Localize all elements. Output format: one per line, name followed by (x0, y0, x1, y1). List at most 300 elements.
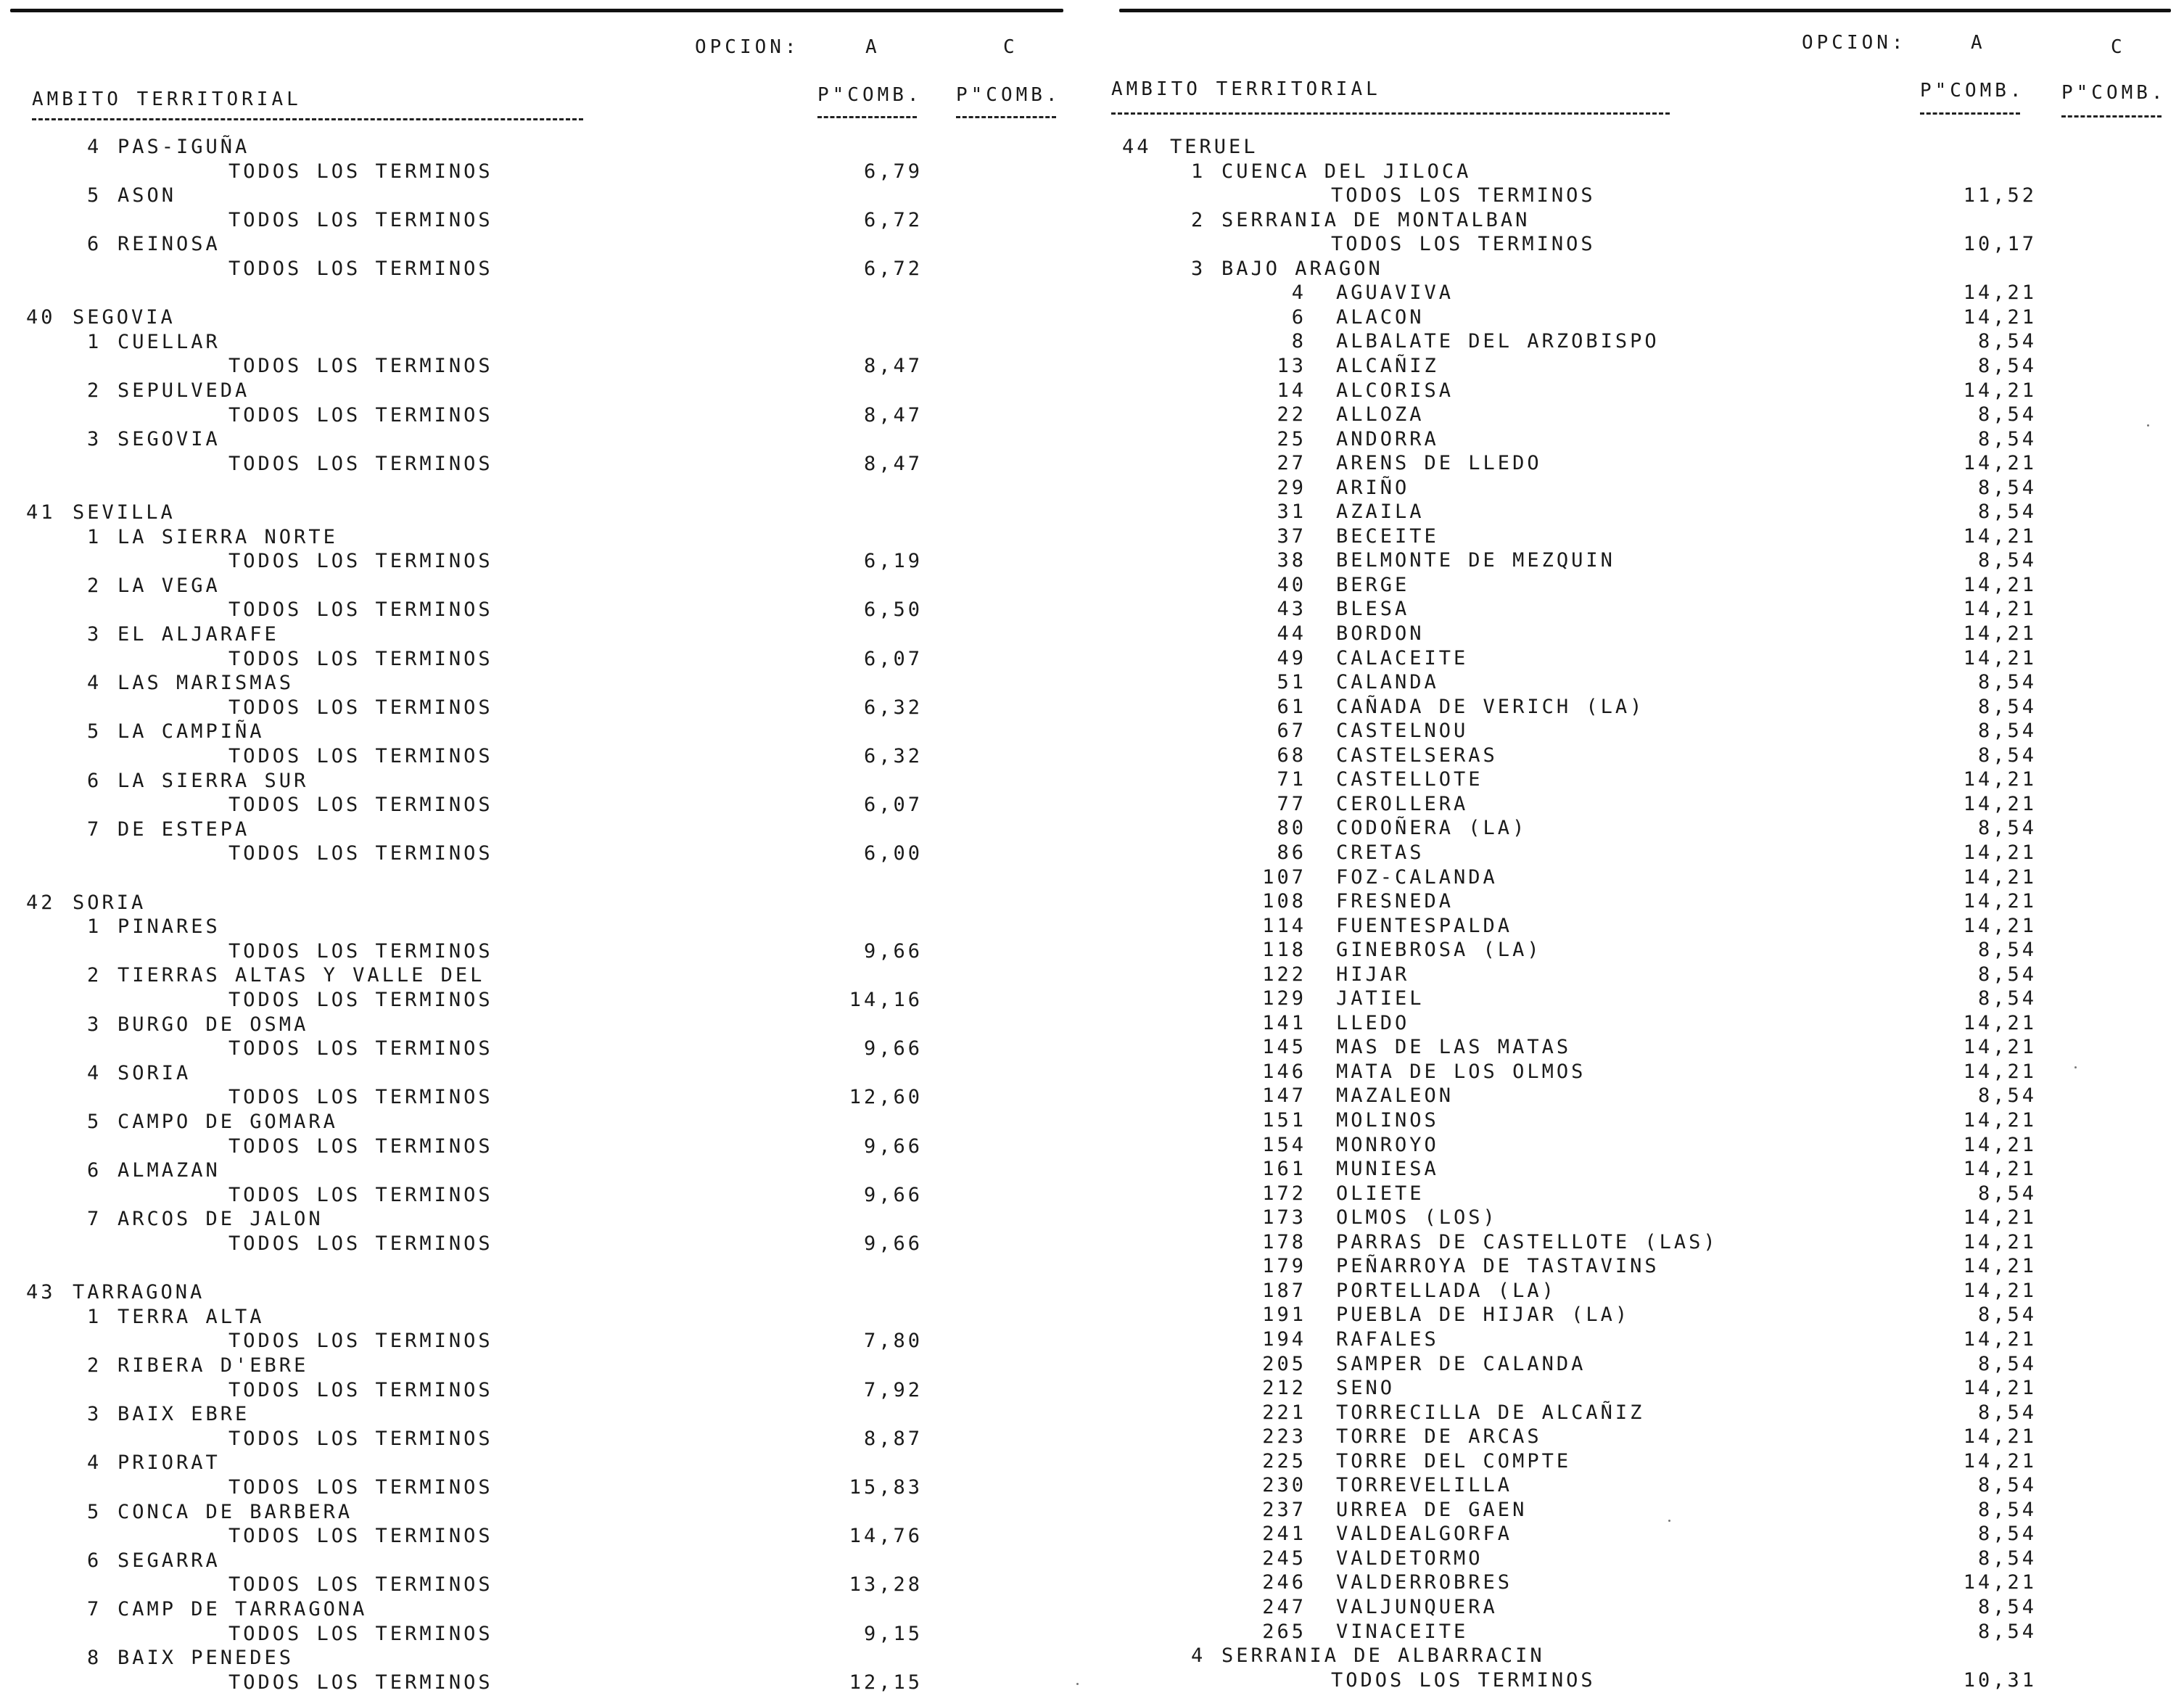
municipality-name: TORRE DE ARCAS (1336, 1425, 1542, 1449)
value-option-a: 6,72 (863, 208, 923, 231)
comarca-code: 1 (87, 525, 102, 548)
province-code: 40 (26, 306, 56, 329)
all-terms-label: TODOS LOS TERMINOS (228, 1183, 493, 1206)
municipality-name: ALBALATE DEL ARZOBISPO (1336, 330, 1660, 353)
municipality-code: 221 (1262, 1401, 1306, 1424)
municipality-code: 29 (1277, 476, 1306, 499)
comarca-name: LA CAMPIÑA (118, 720, 265, 744)
value-option-a: 8,54 (1977, 1401, 2037, 1424)
value-option-a: 14,21 (1963, 1571, 2037, 1594)
all-terms-label: TODOS LOS TERMINOS (228, 647, 493, 670)
municipality-name: ALCORISA (1336, 379, 1454, 402)
value-option-a: 14,21 (1963, 841, 2037, 864)
comarca-code: 3 (87, 1403, 102, 1426)
value-option-a: 6,07 (863, 794, 923, 817)
value-option-a: 8,54 (1977, 501, 2037, 524)
comarca-name: BURGO DE OSMA (118, 1013, 309, 1036)
comarca-name: PINARES (118, 915, 221, 939)
value-option-a: 8,54 (1977, 987, 2037, 1010)
municipality-code: 237 (1262, 1498, 1306, 1521)
municipality-code: 68 (1277, 744, 1306, 767)
municipality-name: PARRAS DE CASTELLOTE (LAS) (1336, 1230, 1718, 1253)
municipality-name: RAFALES (1336, 1327, 1439, 1351)
municipality-code: 31 (1277, 501, 1306, 524)
municipality-code: 230 (1262, 1474, 1306, 1497)
municipality-name: PORTELLADA (LA) (1336, 1279, 1557, 1302)
municipality-code: 51 (1277, 671, 1306, 694)
municipality-name: LLEDO (1336, 1011, 1410, 1034)
comarca-code: 4 (87, 1061, 102, 1084)
comarca-code: 7 (87, 1598, 102, 1620)
municipality-name: CAÑADA DE VERICH (LA) (1336, 695, 1645, 718)
municipality-name: ALCAÑIZ (1336, 354, 1439, 377)
comarca-name: CAMP DE TARRAGONA (118, 1598, 368, 1620)
municipality-code: 118 (1262, 939, 1306, 962)
comarca-code: 5 (87, 720, 102, 744)
municipality-name: MOLINOS (1336, 1109, 1439, 1132)
comarca-code: 7 (87, 817, 102, 841)
value-option-a: 8,54 (1977, 1523, 2037, 1546)
comarca-code: 6 (87, 1549, 102, 1572)
value-option-a: 9,66 (863, 939, 923, 963)
province-name: SORIA (73, 891, 147, 914)
municipality-name: ALLOZA (1336, 403, 1425, 427)
all-terms-label: TODOS LOS TERMINOS (228, 939, 493, 963)
value-option-a: 12,15 (849, 1671, 923, 1694)
municipality-name: MONROYO (1336, 1133, 1439, 1156)
col-a-underline (817, 116, 917, 118)
comarca-name: LAS MARISMAS (118, 672, 294, 695)
comarca-code: 3 (87, 428, 102, 451)
province-name: TERUEL (1170, 136, 1258, 158)
comarca-code: 1 (87, 1305, 102, 1328)
municipality-code: 122 (1262, 963, 1306, 986)
municipality-code: 179 (1262, 1255, 1306, 1278)
col-a-header: P"COMB. (817, 84, 923, 106)
municipality-code: 145 (1262, 1036, 1306, 1059)
municipality-code: 6 (1291, 305, 1306, 329)
value-option-a: 8,47 (863, 452, 923, 475)
value-option-a: 9,66 (863, 1183, 923, 1206)
municipality-code: 114 (1262, 914, 1306, 937)
municipality-name: PEÑARROYA DE TASTAVINS (1336, 1255, 1660, 1278)
municipality-code: 191 (1262, 1303, 1306, 1327)
comarca-name: LA VEGA (118, 574, 221, 597)
municipality-name: CASTELNOU (1336, 720, 1469, 743)
municipality-code: 223 (1262, 1425, 1306, 1449)
comarca-name: SERRANIA DE MONTALBAN (1221, 208, 1530, 231)
value-option-a: 6,79 (863, 160, 923, 183)
ambito-underline (1111, 112, 1670, 115)
value-option-a: 8,54 (1977, 939, 2037, 962)
municipality-code: 173 (1262, 1206, 1306, 1230)
all-terms-label: TODOS LOS TERMINOS (228, 1622, 493, 1645)
municipality-code: 43 (1277, 598, 1306, 621)
all-terms-label: TODOS LOS TERMINOS (228, 1378, 493, 1401)
municipality-code: 146 (1262, 1060, 1306, 1083)
comarca-name: BAIX PENEDES (118, 1647, 294, 1670)
value-option-a: 10,17 (1963, 233, 2037, 256)
comarca-name: BAIX EBRE (118, 1403, 250, 1426)
value-option-a: 6,32 (863, 745, 923, 767)
municipality-code: 8 (1291, 330, 1306, 353)
municipality-code: 37 (1277, 524, 1306, 548)
value-option-a: 9,66 (863, 1037, 923, 1060)
all-terms-label: TODOS LOS TERMINOS (228, 1476, 493, 1499)
municipality-code: 27 (1277, 452, 1306, 475)
value-option-a: 8,54 (1977, 354, 2037, 377)
province-code: 41 (26, 501, 56, 524)
value-option-a: 6,19 (863, 550, 923, 573)
value-option-a: 14,21 (1963, 1279, 2037, 1302)
value-option-a: 8,54 (1977, 1352, 2037, 1375)
value-option-a: 8,54 (1977, 427, 2037, 450)
comarca-name: ASON (118, 184, 177, 207)
value-option-a: 8,54 (1977, 403, 2037, 427)
value-option-a: 14,21 (1963, 281, 2037, 305)
top-rule (10, 9, 1063, 12)
comarca-code: 6 (87, 769, 102, 792)
municipality-code: 77 (1277, 792, 1306, 815)
municipality-code: 246 (1262, 1571, 1306, 1594)
municipality-name: VALJUNQUERA (1336, 1596, 1498, 1618)
option-c-label: C (1003, 36, 1018, 58)
value-option-a: 14,21 (1963, 1133, 2037, 1156)
municipality-name: FUENTESPALDA (1336, 914, 1513, 937)
comarca-code: 5 (87, 1500, 102, 1523)
comarca-name: CUENCA DEL JILOCA (1221, 160, 1472, 183)
all-terms-label: TODOS LOS TERMINOS (1331, 233, 1596, 256)
all-terms-label: TODOS LOS TERMINOS (228, 452, 493, 475)
municipality-name: CODOÑERA (LA) (1336, 817, 1528, 840)
municipality-code: 178 (1262, 1230, 1306, 1253)
municipality-code: 49 (1277, 646, 1306, 670)
municipality-code: 38 (1277, 549, 1306, 572)
value-option-a: 6,32 (863, 696, 923, 719)
municipality-code: 241 (1262, 1523, 1306, 1546)
scan-speck (2074, 1066, 2077, 1068)
comarca-name: REINOSA (118, 233, 221, 256)
value-option-a: 8,47 (863, 403, 923, 427)
all-terms-label: TODOS LOS TERMINOS (228, 842, 493, 865)
municipality-name: URREA DE GAEN (1336, 1498, 1528, 1521)
all-terms-label: TODOS LOS TERMINOS (228, 1573, 493, 1597)
col-a-underline (1920, 112, 2020, 115)
all-terms-label: TODOS LOS TERMINOS (228, 989, 493, 1011)
value-option-a: 14,21 (1963, 305, 2037, 329)
value-option-a: 15,83 (849, 1476, 923, 1499)
comarca-name: ALMAZAN (118, 1159, 221, 1182)
value-option-a: 14,21 (1963, 792, 2037, 815)
municipality-name: SENO (1336, 1377, 1396, 1400)
comarca-code: 4 (87, 1451, 102, 1475)
value-option-a: 14,21 (1963, 524, 2037, 548)
all-terms-label: TODOS LOS TERMINOS (228, 160, 493, 183)
all-terms-label: TODOS LOS TERMINOS (228, 745, 493, 767)
left-page (0, 0, 1088, 1701)
all-terms-label: TODOS LOS TERMINOS (228, 550, 493, 573)
opcion-label: OPCION: (1802, 32, 1907, 54)
municipality-code: 225 (1262, 1449, 1306, 1473)
all-terms-label: TODOS LOS TERMINOS (228, 1037, 493, 1060)
value-option-a: 14,21 (1963, 865, 2037, 889)
province-code: 42 (26, 891, 56, 914)
all-terms-label: TODOS LOS TERMINOS (228, 794, 493, 817)
all-terms-label: TODOS LOS TERMINOS (228, 1330, 493, 1353)
all-terms-label: TODOS LOS TERMINOS (228, 258, 493, 280)
municipality-name: ANDORRA (1336, 427, 1439, 450)
value-option-a: 14,21 (1963, 1060, 2037, 1083)
municipality-name: BECEITE (1336, 524, 1439, 548)
value-option-a: 14,21 (1963, 622, 2037, 645)
comarca-code: 6 (87, 1159, 102, 1182)
value-option-a: 7,92 (863, 1378, 923, 1401)
option-a-label: A (865, 36, 881, 58)
municipality-name: MATA DE LOS OLMOS (1336, 1060, 1586, 1083)
municipality-code: 161 (1262, 1158, 1306, 1181)
comarca-name: BAJO ARAGON (1221, 257, 1383, 280)
municipality-code: 61 (1277, 695, 1306, 718)
municipality-name: MUNIESA (1336, 1158, 1439, 1181)
ambito-underline (32, 118, 583, 120)
all-terms-label: TODOS LOS TERMINOS (228, 696, 493, 719)
value-option-a: 6,07 (863, 647, 923, 670)
municipality-name: AZAILA (1336, 501, 1425, 524)
value-option-a: 13,28 (849, 1573, 923, 1597)
municipality-code: 86 (1277, 841, 1306, 864)
value-option-a: 8,54 (1977, 720, 2037, 743)
municipality-code: 212 (1262, 1377, 1306, 1400)
comarca-code: 1 (87, 330, 102, 353)
comarca-name: RIBERA D'EBRE (118, 1354, 309, 1377)
all-terms-label: TODOS LOS TERMINOS (228, 1671, 493, 1694)
comarca-code: 4 (87, 672, 102, 695)
value-option-a: 6,50 (863, 598, 923, 622)
value-option-a: 14,16 (849, 989, 923, 1011)
option-a-label: A (1971, 32, 1986, 54)
value-option-a: 8,54 (1977, 1303, 2037, 1327)
all-terms-label: TODOS LOS TERMINOS (1331, 184, 1596, 207)
scan-speck (2147, 424, 2149, 427)
ambito-header: AMBITO TERRITORIAL (1111, 78, 1381, 100)
comarca-code: 5 (87, 1111, 102, 1133)
value-option-a: 8,54 (1977, 695, 2037, 718)
comarca-name: EL ALJARAFE (118, 623, 279, 646)
municipality-name: SAMPER DE CALANDA (1336, 1352, 1586, 1375)
municipality-name: TORRECILLA DE ALCAÑIZ (1336, 1401, 1645, 1424)
municipality-code: 265 (1262, 1620, 1306, 1643)
value-option-a: 8,54 (1977, 744, 2037, 767)
municipality-code: 67 (1277, 720, 1306, 743)
option-c-label: C (2111, 36, 2126, 58)
all-terms-label: TODOS LOS TERMINOS (228, 1134, 493, 1158)
comarca-code: 1 (87, 915, 102, 939)
all-terms-label: TODOS LOS TERMINOS (228, 1086, 493, 1109)
all-terms-label: TODOS LOS TERMINOS (228, 208, 493, 231)
opcion-label: OPCION: (695, 36, 800, 58)
comarca-code: 2 (87, 1354, 102, 1377)
comarca-name: TIERRAS ALTAS Y VALLE DEL (118, 964, 485, 987)
comarca-code: 3 (1191, 257, 1206, 280)
value-option-a: 11,52 (1963, 184, 2037, 207)
value-option-a: 14,21 (1963, 914, 2037, 937)
value-option-a: 14,21 (1963, 768, 2037, 791)
municipality-code: 141 (1262, 1011, 1306, 1034)
municipality-name: CASTELLOTE (1336, 768, 1483, 791)
municipality-code: 13 (1277, 354, 1306, 377)
right-page (1092, 0, 2184, 1701)
value-option-a: 8,87 (863, 1427, 923, 1450)
province-name: TARRAGONA (73, 1281, 205, 1304)
all-terms-label: TODOS LOS TERMINOS (1331, 1668, 1596, 1692)
value-option-a: 9,66 (863, 1232, 923, 1255)
value-option-a: 9,15 (863, 1622, 923, 1645)
value-option-a: 14,21 (1963, 646, 2037, 670)
municipality-code: 40 (1277, 573, 1306, 596)
value-option-a: 8,54 (1977, 330, 2037, 353)
value-option-a: 14,21 (1963, 890, 2037, 913)
comarca-code: 4 (87, 136, 102, 158)
comarca-name: SEGARRA (118, 1549, 221, 1572)
municipality-code: 245 (1262, 1546, 1306, 1570)
municipality-name: GINEBROSA (LA) (1336, 939, 1542, 962)
value-option-a: 14,21 (1963, 1449, 2037, 1473)
municipality-code: 129 (1262, 987, 1306, 1010)
value-option-a: 8,54 (1977, 1596, 2037, 1618)
scan-speck (1076, 1683, 1079, 1685)
all-terms-label: TODOS LOS TERMINOS (228, 1427, 493, 1450)
comarca-code: 2 (87, 574, 102, 597)
municipality-name: ALACON (1336, 305, 1425, 329)
comarca-name: PAS-IGUÑA (118, 136, 250, 158)
municipality-name: CRETAS (1336, 841, 1425, 864)
municipality-name: VINACEITE (1336, 1620, 1469, 1643)
municipality-name: PUEBLA DE HIJAR (LA) (1336, 1303, 1631, 1327)
municipality-code: 194 (1262, 1327, 1306, 1351)
municipality-name: JATIEL (1336, 987, 1425, 1010)
comarca-name: DE ESTEPA (118, 817, 250, 841)
municipality-name: ARIÑO (1336, 476, 1410, 499)
municipality-name: BERGE (1336, 573, 1410, 596)
municipality-name: BELMONTE DE MEZQUIN (1336, 549, 1615, 572)
value-option-a: 9,66 (863, 1134, 923, 1158)
municipality-name: FRESNEDA (1336, 890, 1454, 913)
comarca-name: SEPULVEDA (118, 379, 250, 402)
col-c-underline (2061, 115, 2162, 118)
municipality-name: AGUAVIVA (1336, 281, 1454, 305)
value-option-a: 14,21 (1963, 1158, 2037, 1181)
municipality-code: 151 (1262, 1109, 1306, 1132)
value-option-a: 12,60 (849, 1086, 923, 1109)
value-option-a: 10,31 (1963, 1668, 2037, 1692)
value-option-a: 7,80 (863, 1330, 923, 1353)
col-c-header: P"COMB. (956, 84, 1061, 106)
value-option-a: 6,72 (863, 258, 923, 280)
value-option-a: 14,21 (1963, 1036, 2037, 1059)
municipality-name: ARENS DE LLEDO (1336, 452, 1542, 475)
value-option-a: 8,54 (1977, 476, 2037, 499)
comarca-name: ARCOS DE JALON (118, 1208, 324, 1231)
comarca-code: 2 (87, 964, 102, 987)
value-option-a: 14,21 (1963, 1377, 2037, 1400)
municipality-name: VALDETORMO (1336, 1546, 1483, 1570)
col-c-header: P"COMB. (2061, 82, 2167, 104)
comarca-code: 2 (87, 379, 102, 402)
value-option-a: 8,54 (1977, 817, 2037, 840)
municipality-name: CEROLLERA (1336, 792, 1469, 815)
municipality-name: TORRE DEL COMPTE (1336, 1449, 1572, 1473)
value-option-a: 14,21 (1963, 1206, 2037, 1230)
municipality-code: 80 (1277, 817, 1306, 840)
municipality-code: 25 (1277, 427, 1306, 450)
comarca-code: 2 (1191, 208, 1206, 231)
comarca-name: CUELLAR (118, 330, 221, 353)
value-option-a: 14,21 (1963, 379, 2037, 402)
municipality-code: 107 (1262, 865, 1306, 889)
municipality-name: OLMOS (LOS) (1336, 1206, 1498, 1230)
value-option-a: 8,54 (1977, 1498, 2037, 1521)
municipality-name: CALANDA (1336, 671, 1439, 694)
value-option-a: 14,21 (1963, 598, 2037, 621)
municipality-name: TORREVELILLA (1336, 1474, 1513, 1497)
municipality-name: BLESA (1336, 598, 1410, 621)
value-option-a: 14,21 (1963, 573, 2037, 596)
municipality-name: MAZALEON (1336, 1084, 1454, 1108)
province-name: SEVILLA (73, 501, 176, 524)
municipality-name: MAS DE LAS MATAS (1336, 1036, 1572, 1059)
value-option-a: 14,21 (1963, 1230, 2037, 1253)
value-option-a: 14,21 (1963, 452, 2037, 475)
province-name: SEGOVIA (73, 306, 176, 329)
comarca-code: 6 (87, 233, 102, 256)
municipality-name: OLIETE (1336, 1182, 1425, 1205)
value-option-a: 8,54 (1977, 1182, 2037, 1205)
municipality-code: 108 (1262, 890, 1306, 913)
municipality-code: 14 (1277, 379, 1306, 402)
municipality-name: VALDERROBRES (1336, 1571, 1513, 1594)
municipality-code: 71 (1277, 768, 1306, 791)
all-terms-label: TODOS LOS TERMINOS (228, 403, 493, 427)
comarca-name: SEGOVIA (118, 428, 221, 451)
comarca-name: PRIORAT (118, 1451, 221, 1475)
col-a-header: P"COMB. (1920, 80, 2025, 102)
value-option-a: 8,47 (863, 355, 923, 378)
comarca-code: 5 (87, 184, 102, 207)
comarca-name: LA SIERRA NORTE (118, 525, 338, 548)
value-option-a: 8,54 (1977, 963, 2037, 986)
municipality-name: FOZ-CALANDA (1336, 865, 1498, 889)
value-option-a: 8,54 (1977, 1084, 2037, 1108)
comarca-name: CONCA DE BARBERA (118, 1500, 353, 1523)
municipality-code: 172 (1262, 1182, 1306, 1205)
municipality-name: BORDON (1336, 622, 1425, 645)
value-option-a: 8,54 (1977, 1620, 2037, 1643)
comarca-name: LA SIERRA SUR (118, 769, 309, 792)
municipality-code: 4 (1291, 281, 1306, 305)
comarca-code: 3 (87, 1013, 102, 1036)
value-option-a: 8,54 (1977, 1546, 2037, 1570)
col-c-underline (956, 116, 1056, 118)
municipality-name: CASTELSERAS (1336, 744, 1498, 767)
municipality-code: 147 (1262, 1084, 1306, 1108)
comarca-code: 1 (1191, 160, 1206, 183)
value-option-a: 14,21 (1963, 1425, 2037, 1449)
value-option-a: 8,54 (1977, 549, 2037, 572)
scan-speck (1668, 1520, 1670, 1522)
value-option-a: 8,54 (1977, 671, 2037, 694)
municipality-code: 187 (1262, 1279, 1306, 1302)
all-terms-label: TODOS LOS TERMINOS (228, 1232, 493, 1255)
